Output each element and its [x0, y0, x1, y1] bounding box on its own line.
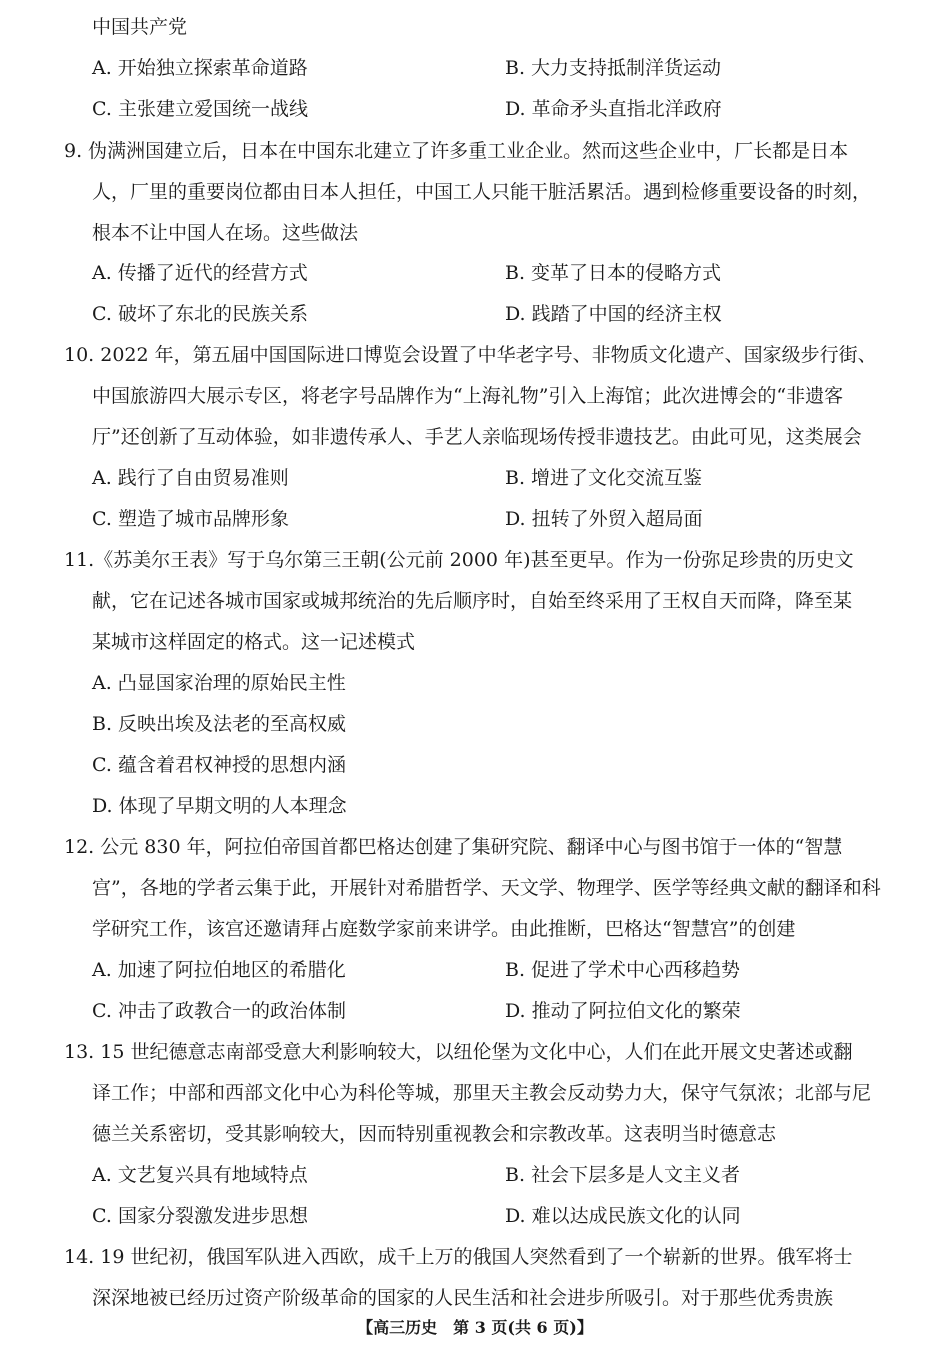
q8-option-a: A. 开始独立探索革命道路: [92, 57, 308, 79]
q8-option-c: C. 主张建立爱国统一战线: [92, 98, 308, 120]
q10-option-d: D. 扭转了外贸入超局面: [505, 508, 703, 530]
q11-option-d: D. 体现了早期文明的人本理念: [92, 795, 347, 817]
q9-stem-line-1: 9. 伪满洲国建立后，日本在中国东北建立了许多重工业企业。然而这些企业中，厂长都是日本: [64, 140, 849, 162]
q9-option-b: B. 变革了日本的侵略方式: [505, 262, 722, 284]
q8-stem-tail: 中国共产党: [92, 16, 188, 38]
q12-stem-line-3: 学研究工作，该宫还邀请拜占庭数学家前来讲学。由此推断，巴格达“智慧宫”的创建: [92, 918, 796, 940]
q13-stem-line-3: 德兰关系密切，受其影响较大，因而特别重视教会和宗教改革。这表明当时德意志: [92, 1123, 777, 1145]
q10-option-c: C. 塑造了城市品牌形象: [92, 508, 289, 530]
q8-option-d: D. 革命矛头直指北洋政府: [505, 98, 722, 120]
q11-option-c: C. 蕴含着君权神授的思想内涵: [92, 754, 346, 776]
q9-option-a: A. 传播了近代的经营方式: [92, 262, 308, 284]
q8-option-b: B. 大力支持抵制洋货运动: [505, 57, 722, 79]
q10-stem-line-1: 10. 2022 年，第五届中国国际进口博览会设置了中华老字号、非物质文化遗产、国家级步行街、: [64, 344, 877, 366]
q13-stem-line-2: 译工作；中部和西部文化中心为科伦等城，那里天主教会反动势力大，保守气氛浓；北部与尼: [92, 1082, 872, 1104]
q10-option-a: A. 践行了自由贸易准则: [92, 467, 289, 489]
q12-option-c: C. 冲击了政教合一的政治体制: [92, 1000, 346, 1022]
q9-option-d: D. 践踏了中国的经济主权: [505, 303, 722, 325]
q10-stem-line-3: 厅”还创新了互动体验，如非遗传承人、手艺人亲临现场传授非遗技艺。由此可见，这类展会: [92, 426, 862, 448]
q12-stem-line-2: 宫”，各地的学者云集于此，开展针对希腊哲学、天文学、物理学、医学等经典文献的翻译和科: [92, 877, 881, 899]
q14-stem-line-1: 14. 19 世纪初，俄国军队进入西欧，成千上万的俄国人突然看到了一个崭新的世界。俄军将士: [64, 1246, 853, 1268]
q14-stem-line-2: 深深地被已经历过资产阶级革命的国家的人民生活和社会进步所吸引。对于那些优秀贵族: [92, 1287, 834, 1309]
q12-option-a: A. 加速了阿拉伯地区的希腊化: [92, 959, 346, 981]
q9-option-c: C. 破坏了东北的民族关系: [92, 303, 308, 325]
q13-stem-line-1: 13. 15 世纪德意志南部受意大利影响较大，以纽伦堡为文化中心，人们在此开展文史著述或翻: [64, 1041, 853, 1063]
q10-stem-line-2: 中国旅游四大展示专区，将老字号品牌作为“上海礼物”引入上海馆；此次进博会的“非遗客: [92, 385, 844, 407]
q9-stem-line-3: 根本不让中国人在场。这些做法: [92, 222, 359, 244]
q12-stem-line-1: 12. 公元 830 年，阿拉伯帝国首都巴格达创建了集研究院、翻译中心与图书馆于一体的“智慧: [64, 836, 843, 858]
q11-stem-line-2: 献，它在记述各城市国家或城邦统治的先后顺序时，自始至终采用了王权自天而降，降至某: [92, 590, 853, 612]
q11-stem-line-3: 某城市这样固定的格式。这一记述模式: [92, 631, 416, 653]
q12-option-d: D. 推动了阿拉伯文化的繁荣: [505, 1000, 741, 1022]
page-footer: 【高三历史 第 3 页(共 6 页)】: [357, 1318, 593, 1337]
q10-option-b: B. 增进了文化交流互鉴: [505, 467, 703, 489]
q13-option-b: B. 社会下层多是人文主义者: [505, 1164, 741, 1186]
q13-option-a: A. 文艺复兴具有地域特点: [92, 1164, 308, 1186]
q13-option-d: D. 难以达成民族文化的认同: [505, 1205, 741, 1227]
q9-stem-line-2: 人，厂里的重要岗位都由日本人担任，中国工人只能干脏活累活。遇到检修重要设备的时刻，: [92, 181, 872, 203]
q11-option-a: A. 凸显国家治理的原始民主性: [92, 672, 346, 694]
q12-option-b: B. 促进了学术中心西移趋势: [505, 959, 741, 981]
q13-option-c: C. 国家分裂激发进步思想: [92, 1205, 308, 1227]
q11-stem-line-1: 11.《苏美尔王表》写于乌尔第三王朝(公元前 2000 年)甚至更早。作为一份弥足珍贵的历史文: [64, 549, 854, 571]
q11-option-b: B. 反映出埃及法老的至高权威: [92, 713, 347, 735]
